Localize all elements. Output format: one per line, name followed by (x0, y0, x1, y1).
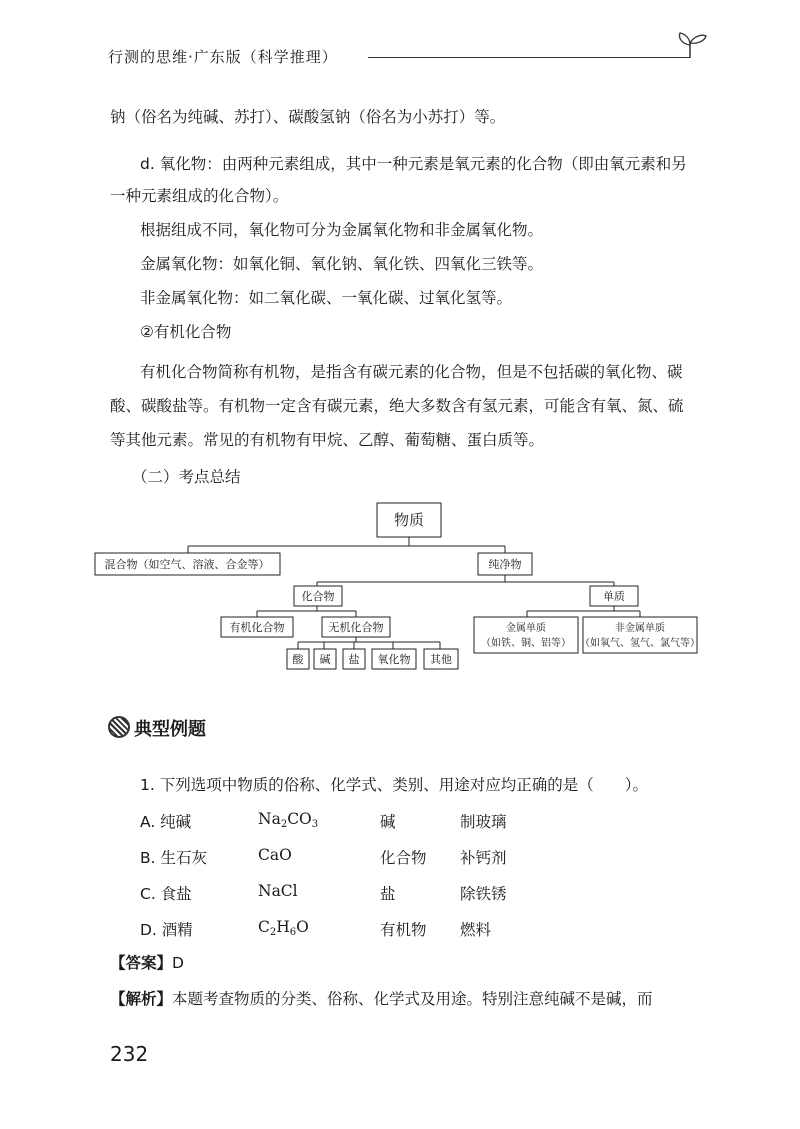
label-acid: 酸 (292, 653, 304, 666)
option-category: 有机物 (380, 921, 427, 939)
paragraph-1: 钠（俗名为纯碱、苏打）、碳酸氢钠（俗名为小苏打）等。 (110, 108, 506, 126)
option-formula: $C_2H_6O$ (258, 918, 309, 938)
option-use: 除铁锈 (460, 885, 507, 903)
paragraph-oxide-def-cont: 一种元素组成的化合物）。 (110, 187, 289, 205)
option-label: B. 生石灰 (140, 849, 207, 867)
paragraph-oxide-types: 根据组成不同，氧化物可分为金属氧化物和非金属氧化物。 (140, 221, 544, 239)
label-oxide: 氧化物 (377, 653, 411, 666)
analysis-label: 【解析】 (110, 990, 173, 1008)
option-use: 制玻璃 (460, 813, 507, 831)
label-mixture: 混合物（如空气、溶液、合金等） (104, 558, 270, 571)
section-badge-icon (108, 716, 130, 738)
paragraph-oxide-def: d. 氧化物：由两种元素组成，其中一种元素是氧元素的化合物（即由氧元素和另 (140, 155, 687, 173)
paragraph-nonmetal-oxide: 非金属氧化物：如二氧化碳、一氧化碳、过氧化氢等。 (140, 289, 513, 307)
analysis-text: 本题考查物质的分类、俗称、化学式及用途。特别注意纯碱不是碱，而 (172, 990, 653, 1008)
label-metal-examples: （如铁、铜、铝等） (481, 638, 571, 649)
option-formula: NaCl (258, 882, 298, 900)
label-element: 单质 (603, 590, 625, 603)
paragraph-organic-3: 等其他元素。常见的有机物有甲烷、乙醇、葡萄糖、蛋白质等。 (110, 431, 545, 449)
option-formula: $Na_2CO_3$ (258, 810, 319, 830)
answer-value: D (172, 954, 184, 972)
analysis-line (110, 982, 700, 1016)
option-category: 化合物 (380, 849, 427, 867)
section-title-text: 典型例题 (134, 719, 206, 740)
option-label: D. 酒精 (140, 921, 193, 939)
subheading-organic: ②有机化合物 (140, 323, 232, 341)
option-label: C. 食盐 (140, 885, 192, 903)
subheading-summary: （二）考点总结 (132, 468, 241, 486)
label-organic: 有机化合物 (229, 621, 285, 634)
label-salt: 盐 (348, 653, 360, 666)
label-pure: 纯净物 (488, 558, 522, 571)
page-number: 232 (110, 1042, 149, 1066)
label-compound: 化合物 (301, 590, 335, 603)
running-header: 行测的思维·广东版（科学推理） (108, 48, 338, 66)
paragraph-organic-1: 有机化合物简称有机物，是指含有碳元素的化合物，但是不包括碳的氧化物、碳 (140, 363, 683, 381)
paragraph-organic-2: 酸、碳酸盐等。有机物一定含有碳元素，绝大多数含有氢元素，可能含有氧、氮、硫 (110, 397, 684, 415)
label-nonmetal: 非金属单质 (615, 623, 665, 634)
answer-label: 【答案】 (110, 954, 173, 972)
option-formula: CaO (258, 846, 292, 864)
label-metal: 金属单质 (506, 623, 546, 634)
option-category: 盐 (380, 885, 396, 903)
label-base: 碱 (319, 653, 331, 666)
option-use: 燃料 (460, 921, 492, 939)
answer-line (110, 946, 700, 980)
section-title (108, 715, 206, 741)
option-category: 碱 (380, 813, 396, 831)
paragraph-metal-oxide: 金属氧化物：如氧化铜、氧化钠、氧化铁、四氧化三铁等。 (140, 255, 544, 273)
label-other: 其他 (430, 653, 452, 666)
question-stem: 1. 下列选项中物质的俗称、化学式、类别、用途对应均正确的是（ ）。 (140, 776, 648, 794)
label-inorganic: 无机化合物 (328, 621, 384, 634)
option-label: A. 纯碱 (140, 813, 192, 831)
option-use: 补钙剂 (460, 849, 507, 867)
label-root: 物质 (393, 511, 425, 529)
label-nonmetal-examples: （如氧气、氢气、氯气等） (580, 638, 700, 649)
